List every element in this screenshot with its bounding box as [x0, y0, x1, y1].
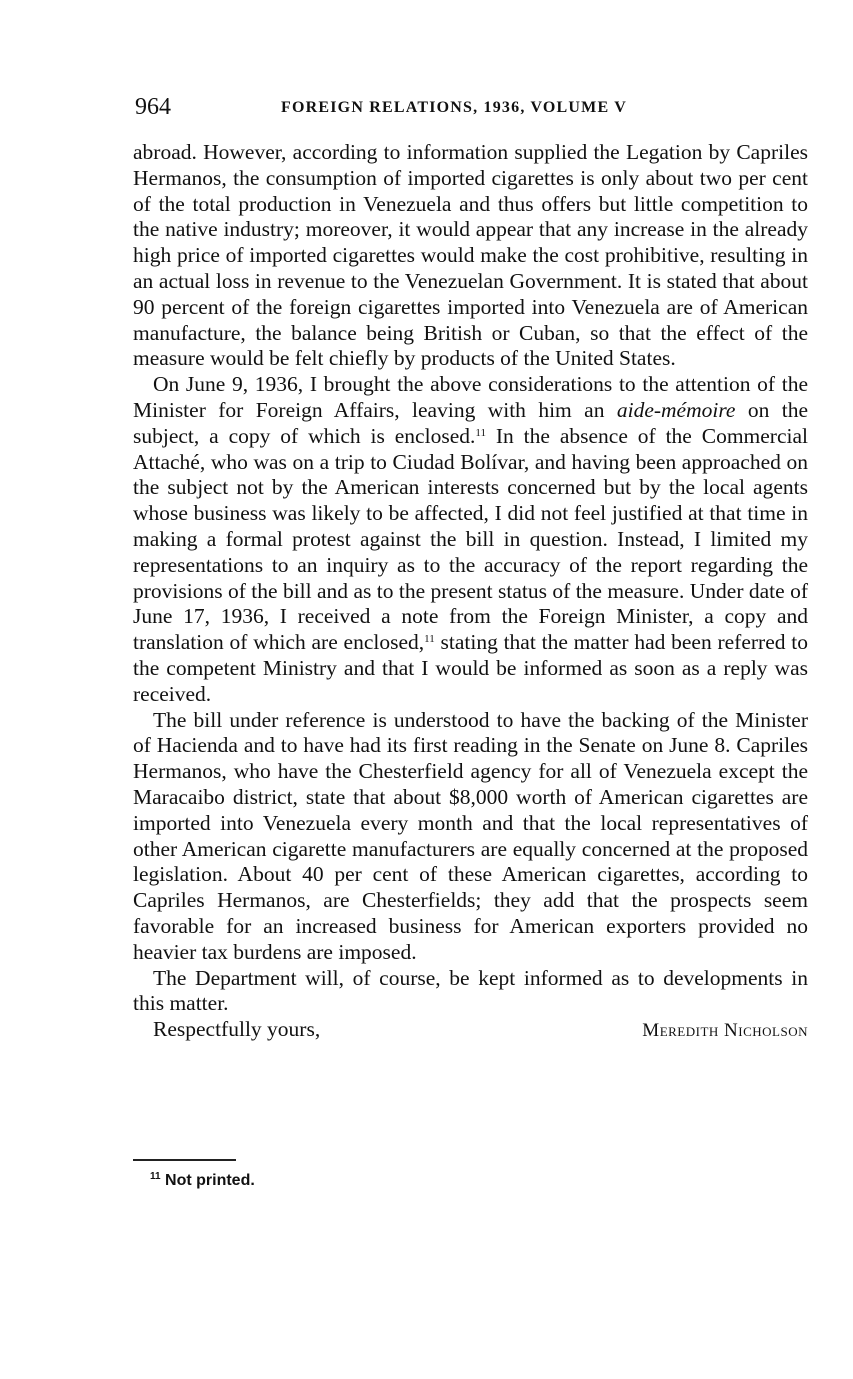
signature: Meredith Nicholson — [642, 1020, 808, 1042]
paragraph-3: The bill under reference is understood to have the backing of the Minister of Hacienda and to have had its first reading in the Senate on June 8. Capriles Hermanos, who have the Chesterfield agency for all of Venezuela except the Maracaibo district, state that about $8,000 worth of American cigarettes are imported into Venezuela every month and that the local representatives of other American cigarette manufacturers are equally concerned at the proposed legislation. About 40 per cent of these American cigarettes, according to Capriles Hermanos, are Chesterfields; they add that the prospects seem favorable for an increased business for American exporters provided no heavier tax burdens are imposed. — [133, 707, 808, 964]
running-head — [135, 92, 810, 122]
paragraph-2-text-b: on the subject, a copy of which is enclosed. — [133, 397, 808, 448]
complimentary-close: Respectfully yours, — [153, 1017, 321, 1042]
footnote-ref: 11 — [424, 633, 435, 645]
paragraph-2-text-d: stating that the matter had been referred to the competent Ministry and that I would be informed as soon as a reply was received. — [133, 630, 808, 706]
running-title: FOREIGN RELATIONS, 1936, VOLUME V — [281, 99, 627, 116]
footnote-number: 11 — [150, 1171, 161, 1182]
closing-line — [133, 1017, 808, 1043]
footnote — [150, 1170, 255, 1192]
paragraph-1: abroad. However, according to information supplied the Legation by Capriles Hermanos, the consumption of imported cigarettes is only about two per cent of the total production in Venezuela and thus offers but little competition to the native industry; moreover, it would appear that any increase in the already high price of imported cigarettes would make the cost prohibitive, resulting in an actual loss in revenue to the Venezuelan Government. It is stated that about 90 percent of the foreign cigarettes imported into Venezuela are of American manufacture, the balance being British or Cuban, so that the effect of the measure would be felt chiefly by products of the United States. — [133, 140, 808, 371]
paragraph-2 — [133, 372, 808, 707]
paragraph-2-text-c: In the absence of the Commercial Attaché, who was on a trip to Ciudad Bolívar, and having been approached on the subject not by the American interests concerned but by the local agents whose business was likely to be affected, I did not feel justified at that time in making a formal protest against the bill in question. Instead, I limited my representations to an inquiry as to the accuracy of the report regarding the provisions of the bill and as to the present status of the measure. Under date of June 17, 1936, I received a note from the Foreign Minister, a copy and translation of which are enclosed, — [133, 423, 808, 655]
paragraph-2-text-a: On June 9, 1936, I brought the above considerations to the attention of the Minister for Foreign Affairs, leaving with him an — [133, 372, 808, 422]
footnote-ref: 11 — [475, 426, 486, 439]
footnote-divider — [133, 1159, 236, 1161]
body-text — [133, 140, 808, 1043]
footnote-text: Not printed. — [165, 1172, 255, 1189]
aide-memoire-term: aide-mémoire — [616, 397, 736, 422]
paragraph-4: The Department will, of course, be kept informed as to developments in this matter. — [133, 965, 808, 1016]
page-number: 964 — [135, 94, 171, 120]
